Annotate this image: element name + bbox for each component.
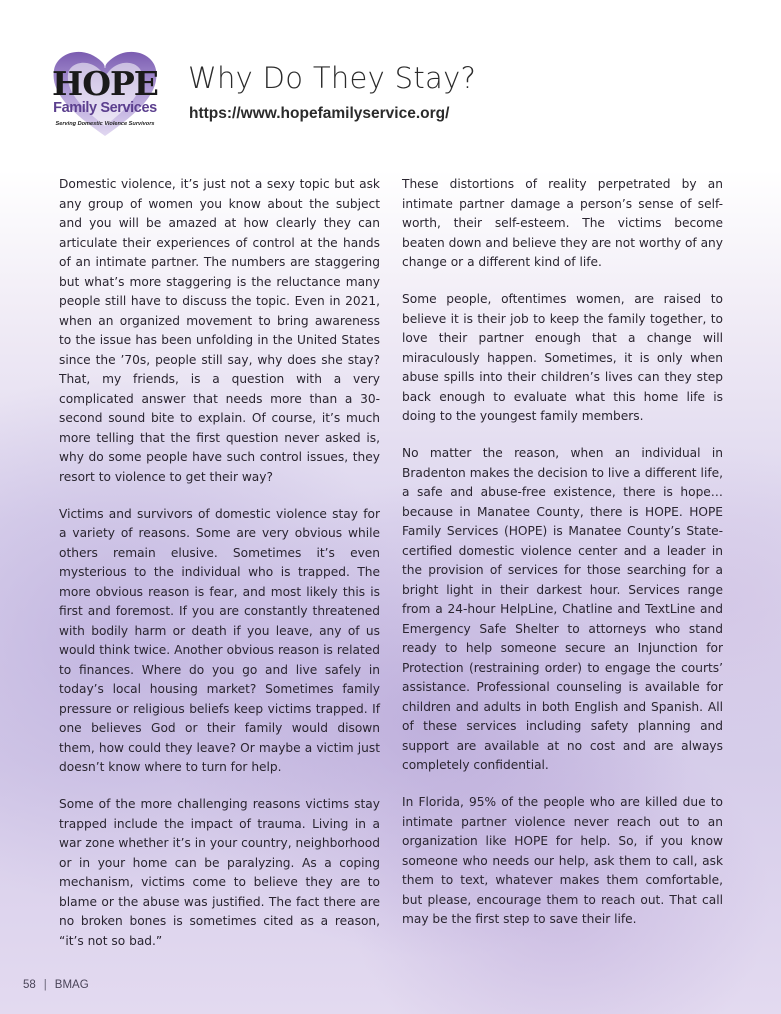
paragraph: These distortions of reality perpetrated by an intimate partner damage a person’s sense of self-worth, their self-esteem. The victims become beaten down and believe they are not worthy of any change or a different kind of life.: [402, 177, 723, 269]
paragraph: In Florida, 95% of the people who are killed due to intimate partner violence never reach out to an organization like HOPE for help. So, if you know someone who needs our help, ask them to call, ask them to text, whatever makes them comfortable, but please, encourage them to reach out. That call may be the first step to save their life.: [402, 795, 723, 926]
website-link[interactable]: https://www.hopefamilyservice.org/: [189, 105, 450, 122]
logo-subtitle: Family Services: [53, 100, 157, 116]
paragraph: No matter the reason, when an individual in Bradenton makes the decision to live a different life, a safe and abuse-free existence, there is hope… because in Manatee County, there is HOPE. HOPE Family Services (HOPE) is Manatee County’s State-certified domestic violence center and a leader in the provision of services for those searching for a bright light in their darkest hour. Services range from a 24-hour HelpLine, Chatline and TextLine and Emergency Safe Shelter to attorneys who stand ready to help someone secure an Injunction for Protection (restraining order) to engage the courts’ assistance. Professional counseling is available for children and adults in both English and Spanish. All of these services including safety planning and support are available at no cost and are always completely confidential.: [402, 446, 723, 772]
logo-name: HOPE: [52, 64, 158, 103]
left-column: [59, 175, 380, 969]
logo-tagline: Serving Domestic Violence Survivors: [55, 121, 155, 127]
hope-family-services-logo: [44, 46, 166, 138]
paragraph: Some people, oftentimes women, are raised to believe it is their job to keep the family together, to love their partner enough that a change will miraculously happen. Sometimes, it is only when abuse spills into their children’s lives can they step back enough to evaluate what this home life is doing to the youngest family members.: [402, 292, 723, 423]
paragraph: Some of the more challenging reasons victims stay trapped include the impact of trauma. Living in a war zone whether it’s in your country, neighborhood or in your home can be paralyzing. As a coping mechanism, victims come to believe they are to blame or the abuse was justified. The fact there are no broken bones is sometimes cited as a reason, “it’s not so bad.”: [59, 797, 380, 948]
paragraph: Victims and survivors of domestic violence stay for a variety of reasons. Some are very obvious while others remain elusive. Sometimes it’s even mysterious to the individual who is trapped. The more obvious reason is fear, and most likely this is first and foremost. If you are constantly threatened with bodily harm or death if you leave, any of us would think twice. Another obvious reason is related to finances. Where do you go and live safely in today’s local housing market? Sometimes family pressure or religious beliefs keep victims trapped. If one believes God or their family would disown them, how could they leave? Or maybe a victim just doesn’t know where to turn for help.: [59, 506, 380, 774]
article-title: Why Do They Stay?: [188, 61, 477, 95]
page-footer: [23, 979, 89, 991]
footer-separator: |: [43, 979, 47, 991]
page-header: [0, 0, 781, 150]
paragraph: Domestic violence, it’s just not a sexy topic but ask any group of women you know about the subject and you will be amazed at how clearly they can articulate their experiences of control at the hands of an intimate partner. The numbers are staggering but what’s more staggering is the reluctance many people still have to discuss the topic. Even in 2021, when an organized movement to bring awareness to the issue has been unfolding in the United States since the ’70s, people still say, why does she stay? That, my friends, is a question with a very complicated answer that needs more than a 30-second sound bite to explain. Of course, it’s much more telling that the first question never asked is, why do some people have such control issues, they resort to violence to get their way?: [59, 177, 380, 484]
page-number: 58: [23, 979, 36, 991]
right-column: [402, 175, 723, 947]
publication-name: BMAG: [54, 979, 89, 991]
